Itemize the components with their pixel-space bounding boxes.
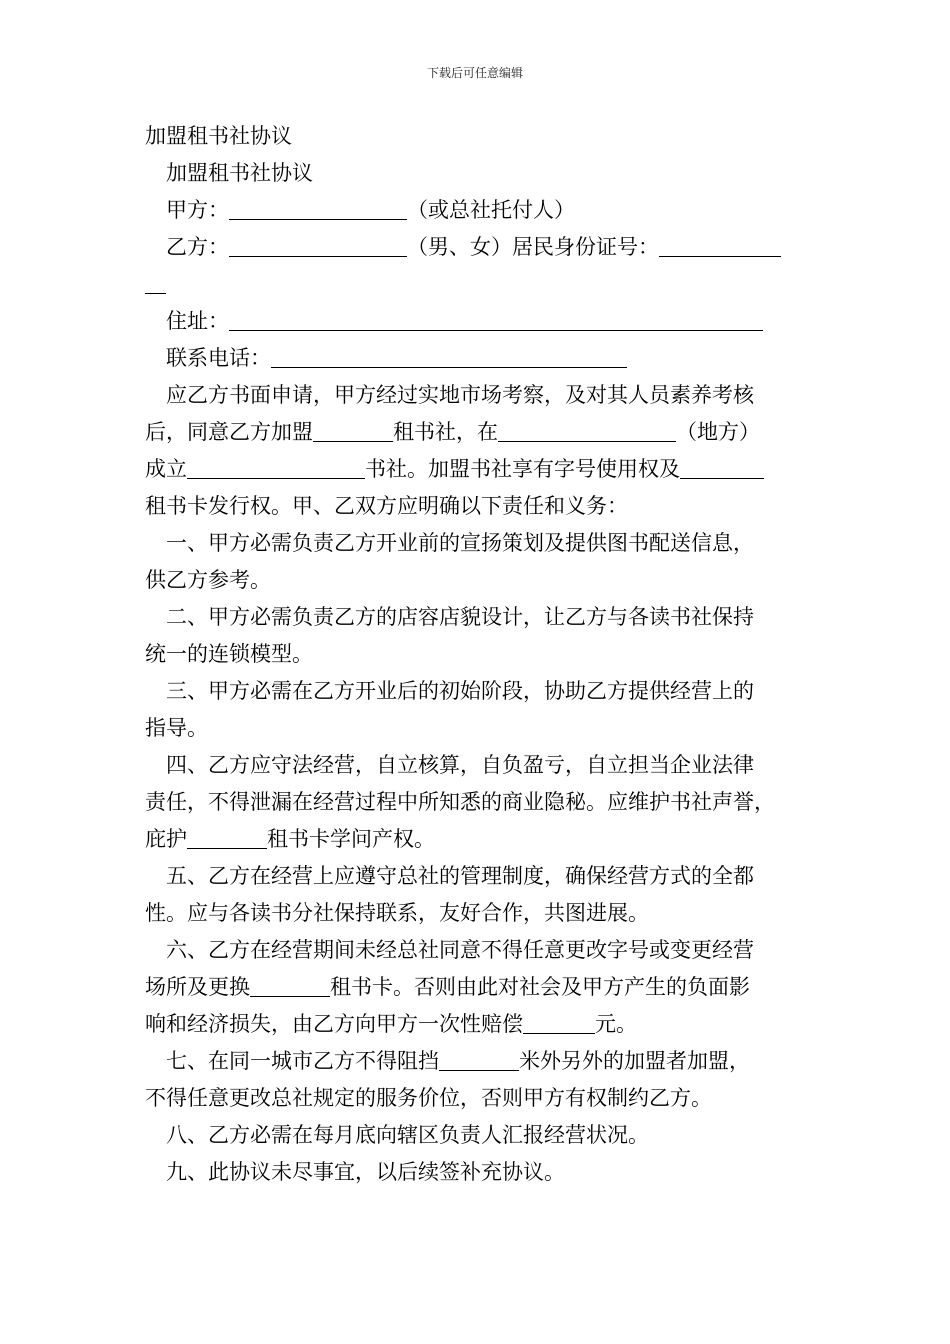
clause-3-line-1: 三、甲方必需在乙方开业后的初始阶段，协助乙方提供经营上的 <box>166 679 754 703</box>
id-number-blank <box>659 232 781 257</box>
clause-2-line-1: 二、甲方必需负责乙方的店容店貌设计，让乙方与各读书社保持 <box>166 605 754 629</box>
clause-8: 八、乙方必需在每月底向辖区负责人汇报经营状况。 <box>166 1123 649 1147</box>
id-number-continuation <box>145 266 810 303</box>
card-brand-blank <box>680 454 764 479</box>
compensation-blank <box>523 1009 595 1034</box>
clause-1-line-1: 一、甲方必需负责乙方开业前的宣扬策划及提供图书配送信息， <box>166 531 754 555</box>
phone-line: 联系电话： <box>145 340 810 377</box>
party-b-blank <box>229 232 407 257</box>
clause-9: 九、此协议未尽事宜，以后续签补充协议。 <box>166 1160 565 1184</box>
location-blank <box>498 417 676 442</box>
address-blank <box>229 306 763 331</box>
document-title: 加盟租书社协议 <box>145 124 292 148</box>
party-a-line: 甲方： （或总社托付人） <box>145 192 810 229</box>
clause-6-line-3: 响和经济损失，由乙方向甲方一次性赔偿 元。 <box>145 1006 810 1043</box>
ip-brand-blank <box>187 824 267 849</box>
brand-blank <box>313 417 393 442</box>
party-a-blank <box>229 195 407 220</box>
clause-7-line-2: 不得任意更改总社规定的服务价位，否则甲方有权制约乙方。 <box>145 1086 712 1110</box>
clause-4-line-2: 责任，不得泄漏在经营过程中所知悉的商业隐秘。应维护书社声誉， <box>145 790 775 814</box>
intro-line-2: 后，同意乙方加盟 租书社，在 （地方） <box>145 414 810 451</box>
clause-6-line-2: 场所及更换 租书卡。否则由此对社会及甲方产生的负面影 <box>145 969 810 1006</box>
clause-7-line-1: 七、在同一城市乙方不得阻挡 米外另外的加盟者加盟， <box>145 1043 810 1080</box>
agreement-document <box>145 118 810 1191</box>
clause-6-line-1: 六、乙方在经营期间未经总社同意不得任意更改字号或变更经营 <box>166 938 754 962</box>
clause-5-line-2: 性。应与各读书分社保持联系，友好合作，共图进展。 <box>145 901 649 925</box>
id-number-blank-cont <box>145 269 166 294</box>
shop-name-blank <box>187 454 365 479</box>
clause-3-line-2: 指导。 <box>145 716 208 740</box>
replace-card-blank <box>250 972 330 997</box>
intro-line-4: 租书卡发行权。甲、乙双方应明确以下责任和义务： <box>145 494 628 518</box>
clause-1-line-2: 供乙方参考。 <box>145 568 271 592</box>
address-line: 住址： <box>145 303 810 340</box>
clause-2-line-2: 统一的连锁模型。 <box>145 642 313 666</box>
clause-4-line-3: 庇护 租书卡学问产权。 <box>145 821 810 858</box>
intro-line-3: 成立 书社。加盟书社享有字号使用权及 <box>145 451 810 488</box>
clause-5-line-1: 五、乙方在经营上应遵守总社的管理制度，确保经营方式的全都 <box>166 864 754 888</box>
phone-blank <box>271 343 627 368</box>
clause-4-line-1: 四、乙方应守法经营，自立核算，自负盈亏，自立担当企业法律 <box>166 753 754 777</box>
distance-blank <box>439 1046 519 1071</box>
intro-line-1: 应乙方书面申请，甲方经过实地市场考察，及对其人员素养考核 <box>166 383 754 407</box>
page-header: 下载后可任意编辑 <box>426 66 523 80</box>
party-b-line: 乙方： （男、女）居民身份证号： <box>145 229 810 266</box>
document-subtitle: 加盟租书社协议 <box>166 161 313 185</box>
